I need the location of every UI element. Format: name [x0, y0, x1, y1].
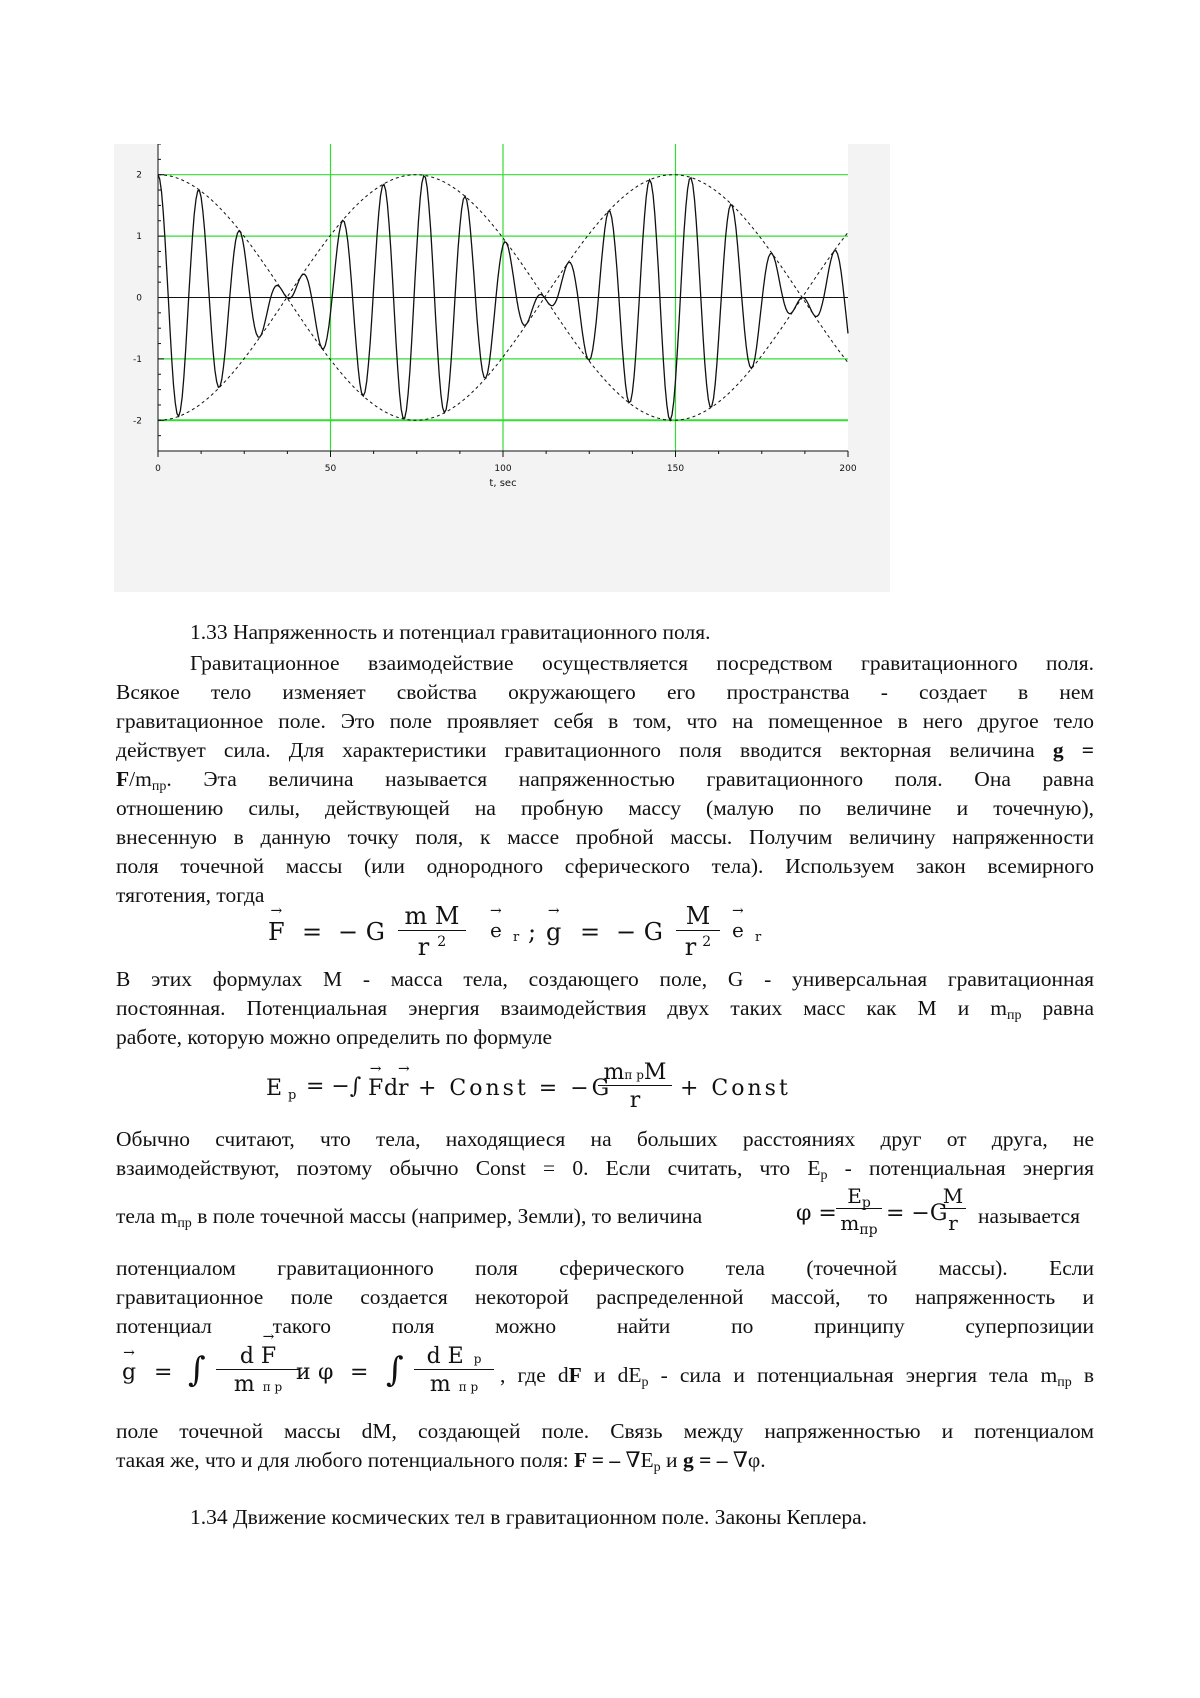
paragraph-3 [116, 1125, 1094, 1183]
f3-tail: , где dF и $dE_p$ - сила и потенциальная энергия тела $m_{пр}$ в [500, 1363, 1095, 1390]
f1-e2-sub: r [755, 930, 762, 945]
p3-line-5: гравитационное поле создается некоторой распределенной массой, то напряженность и [116, 1285, 1094, 1309]
f3-eq2: = [350, 1360, 369, 1385]
f1-frac2: $\frac{M}{r ^2}$ [676, 902, 720, 961]
f3-frac2: d E p mп р [414, 1344, 494, 1397]
f2-Ep: E [266, 1076, 286, 1101]
y-tick-label: 2 [136, 170, 142, 181]
p2-line-3: работе, которую можно определить по формуле [116, 1025, 553, 1049]
f3-g: → g [122, 1360, 136, 1385]
p3-line-2: взаимодействуют, поэтому обычно Const = 0. Если считать, что $E_p$ - потенциальная энергия [116, 1156, 1094, 1183]
x-tick-label: 50 [324, 464, 337, 474]
y-tick-label: -1 [133, 354, 142, 365]
p2-line-1: В этих формулах М - масса тела, создающего поле, G - универсальная гравитационная [116, 967, 1094, 991]
f1-num1: m M [404, 902, 460, 930]
f3-phi: φ [318, 1360, 334, 1385]
f1-e1-sub: r [513, 930, 520, 945]
f1-e1: → e [490, 918, 502, 942]
p1-line-5: $F/m_{пр}$. Эта величина называется напряженностью гравитационного поля. Она равна [116, 767, 1094, 794]
f1-e2: → e [732, 918, 744, 942]
section-1-34-title: 1.34 Движение космических тел в гравитационном поле. Законы Кеплера. [190, 1505, 868, 1529]
f2-const2: + Const [680, 1076, 791, 1101]
f2-const1: + Const = −G [418, 1076, 613, 1101]
p3-line-6: потенциал такого поля можно найти по принципу суперпозиции [116, 1314, 1094, 1338]
phi-eq-g: = −G [886, 1201, 948, 1226]
x-tick-label: 150 [666, 464, 685, 474]
f1-num2: M [685, 902, 711, 930]
p1-line-3: гравитационное поле. Это поле проявляет себя в том, что на помещенное в него другое тело [116, 709, 1094, 733]
y-tick-label: 1 [136, 232, 142, 243]
x-tick-label: 0 [155, 464, 161, 474]
f1-minus-g1: − G [338, 918, 385, 946]
beats-chart [114, 144, 890, 592]
x-tick-label: 200 [839, 464, 857, 474]
p1-line-6: отношению силы, действующей на пробную массу (малую по величине и точечную), [116, 796, 1094, 820]
p4-line-2: такая же, что и для любого потенциального поля: F = – $\nabla E_p$ и g = – ∇φ. [116, 1448, 766, 1475]
p1-line-9: тяготения, тогда [116, 883, 265, 907]
f1-minus-g2: − G [616, 918, 663, 946]
x-tick-label: 100 [494, 464, 512, 474]
f2-Ep-sub: p [288, 1088, 297, 1103]
f1-g: → g [546, 918, 561, 946]
phi-frac2: $\frac{M}{r}$ [940, 1184, 966, 1235]
p3-line-4: потенциалом гравитационного поля сферического тела (точечной массы). Если [116, 1256, 1094, 1280]
f3-int1: ∫ [188, 1350, 206, 1390]
p1-line-7: внесенную в данную точку поля, к массе пробной массы. Получим величину напряженности [116, 825, 1094, 849]
phi-eq: φ = [796, 1201, 837, 1226]
phi-frac1: $E_p$ $m_{пр}$ [836, 1184, 882, 1235]
f2-r: → r [398, 1076, 409, 1101]
f1-semicolon: ; [528, 918, 537, 946]
x-axis-label: t, sec [489, 478, 517, 489]
f2-frac: mп рM r [598, 1060, 672, 1113]
paragraph-3b [116, 1254, 1094, 1341]
f3-eq1: = [154, 1360, 173, 1385]
f2-F: → F [368, 1076, 383, 1101]
f2-d: d [384, 1076, 399, 1101]
p1-line-4: действует сила. Для характеристики гравитационного поля вводится векторная величина g = [116, 738, 1094, 762]
f1-F: → F [268, 918, 285, 946]
section-1-33-title: 1.33 Напряженность и потенциал гравитационного поля. [190, 620, 711, 644]
y-tick-label: 0 [136, 293, 142, 304]
p1-line-2: Всякое тело изменяет свойства окружающего его пространства - создает в нем [116, 680, 1094, 704]
f3-int2: ∫ [386, 1350, 404, 1390]
p3-line-3-right: называется [978, 1204, 1081, 1228]
paragraph-4 [116, 1417, 1094, 1475]
p1-line-8: поля точечной массы (или однородного сферического тела). Используем закон всемирного [116, 854, 1094, 878]
y-tick-label: -2 [133, 416, 142, 427]
f3-frac1: d → F mп р [216, 1344, 300, 1397]
f1-eq2: = [580, 918, 601, 946]
f2-mid: = −∫ [306, 1074, 362, 1099]
p4-line-1: поле точечной массы dM, создающей поле. Связь между напряженностью и потенциалом [116, 1419, 1094, 1443]
f1-eq1: = [302, 918, 323, 946]
f3-and: и [296, 1360, 311, 1385]
paragraph-1 [116, 649, 1094, 910]
p3-line-3-left: тела $m_{пр}$ в поле точечной массы (например, Земли), то величина [116, 1204, 703, 1231]
f1-frac1: $\frac{\text{m M}}{r ^2}$ [398, 902, 466, 961]
paragraph-2 [116, 965, 1094, 1052]
p2-line-2: постоянная. Потенциальная энергия взаимодействия двух таких масс как М и $m_{пр}$ равна [116, 996, 1094, 1023]
p3-line-1: Обычно считают, что тела, находящиеся на больших расстояниях друг от друга, не [116, 1127, 1094, 1151]
p1-line-1: Гравитационное взаимодействие осуществляется посредством гравитационного поля. [190, 651, 1094, 675]
chart-svg [114, 144, 890, 592]
